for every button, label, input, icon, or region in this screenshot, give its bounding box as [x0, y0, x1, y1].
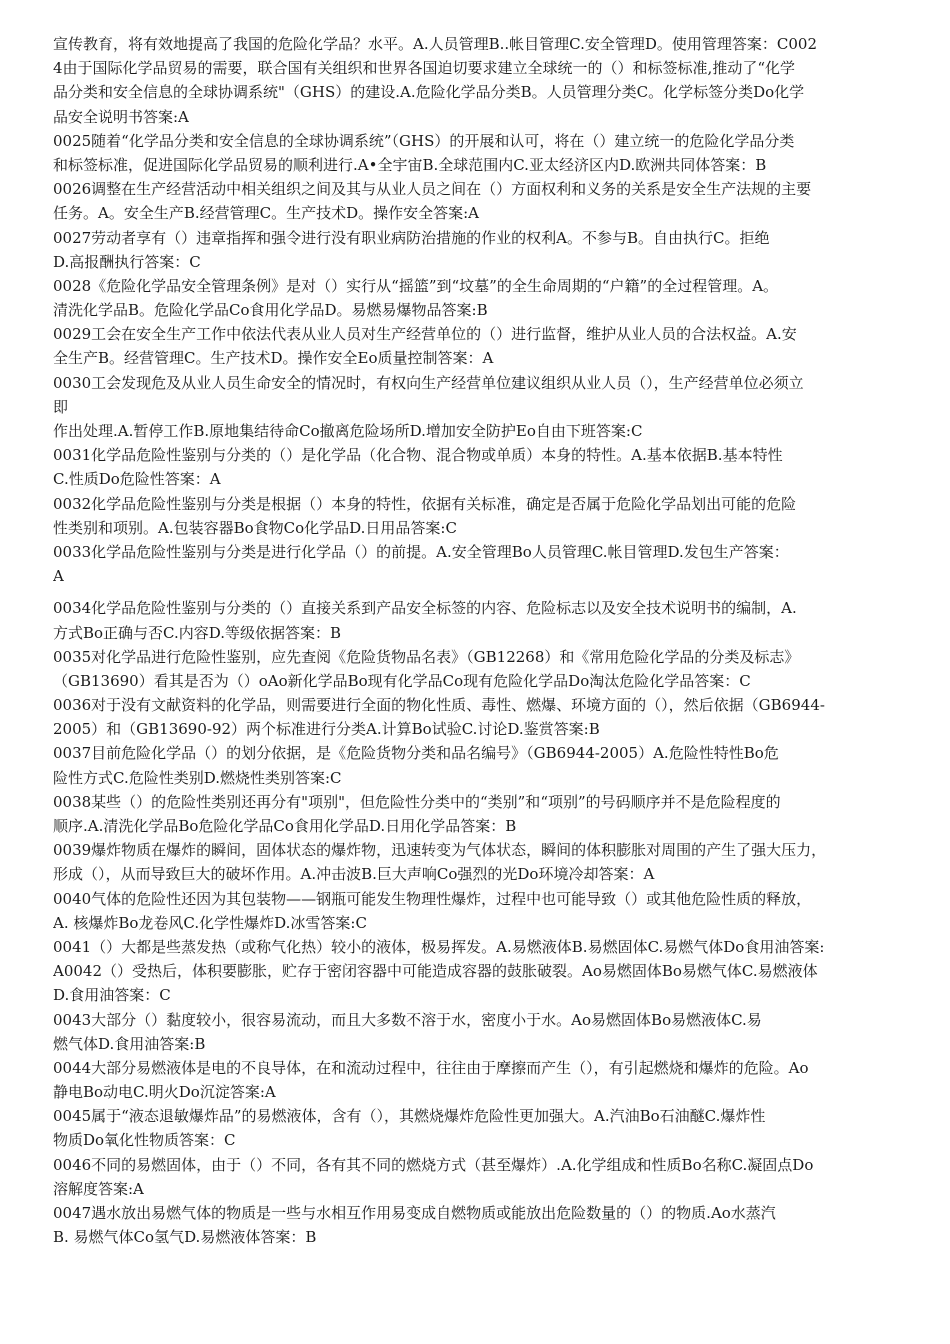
text-line: 燃气体D.食用油答案:B: [53, 1034, 206, 1053]
text-line: 0032化学品危险性鉴别与分类是根据（）本身的特性，依据有关标准，确定是否属于危险化学品划出可能的危险: [53, 494, 797, 513]
text-line: 2005）和（GB13690-92）两个标准进行分类A.计算Bo试验C.讨论D.鉴赏答案:B: [53, 720, 600, 739]
text-line: 0033化学品危险性鉴别与分类是进行化学品（）的前提。A.安全管理Bo人员管理C.帐目管理D.发包生产答案：: [53, 542, 789, 561]
text-line: （GB13690）看其是否为（）oAo新化学品Bo现有化学品Co现有危险化学品Do淘汰危险化学品答案：C: [53, 671, 751, 690]
text-line: 静电Bo动电C.明火Do沉淀答案:A: [53, 1083, 276, 1102]
text-line: 全生产B。经营管理C。生产技术D。操作安全Eo质量控制答案：A: [53, 349, 494, 368]
text-line: 0045属于“液态退敏爆炸品”的易燃液体，含有（），其燃烧爆炸危险性更加强大。A.汽油Bo石油醚C.爆炸性: [53, 1107, 766, 1126]
text-line: 顺序.A.清洗化学品Bo危险化学品Co食用化学品D.日用化学品答案：B: [53, 817, 517, 835]
text-line: 任务。A。安全生产B.经营管理C。生产技术D。操作安全答案:A: [53, 204, 480, 223]
text-line: 0027劳动者享有（）违章指挥和强令进行没有职业病防治措施的作业的权利A。不参与B。自由执行C。拒绝: [53, 228, 770, 247]
text-line: 作出处理.A.暂停工作B.原地集结待命Co撤离危险场所D.增加安全防护Eo自由下班答案:C: [53, 422, 643, 440]
text-line: 品分类和安全信息的全球协调系统"（GHS）的建设.A.危险化学品分类B。人员管理分类C。化学标签分类Do化学: [53, 83, 805, 102]
text-line: 性类别和项别。A.包装容器Bo食物Co化学品D.日用品答案:C: [53, 518, 457, 537]
text-line: 0043大部分（）黏度较小，很容易流动，而且大多数不溶于水，密度小于水。Ao易燃固体Bo易燃液体C.易: [53, 1010, 762, 1029]
text-line: 0035对化学品进行危险性鉴别，应先查阅《危险货物品名表》（GB12268）和《常用危险化学品的分类及标志》: [53, 647, 800, 666]
text-line: 0030工会发现危及从业人员生命安全的情况时，有权向生产经营单位建议组织从业人员（），生产经营单位必须立: [53, 373, 804, 392]
text-line: A0042（）受热后，体积要膨胀，贮存于密闭容器中可能造成容器的鼓胀破裂。Ao易燃固体Bo易燃气体C.易燃液体: [53, 962, 818, 981]
text-line: 0047遇水放出易燃气体的物质是一些与水相互作用易变成自燃物质或能放出危险数量的（）的物质.Ao水蒸汽: [53, 1204, 776, 1222]
text-line: 0029工会在安全生产工作中依法代表从业人员对生产经营单位的（）进行监督，维护从业人员的合法权益。A.安: [53, 325, 797, 344]
text-line: 0034化学品危险性鉴别与分类的（）直接关系到产品安全标签的内容、危险标志以及安全技术说明书的编制，A.: [53, 599, 797, 618]
text-line: C.性质Do危险性答案：A: [53, 470, 221, 489]
text-line: 即: [53, 397, 69, 416]
text-line: B. 易燃气体Co氢气D.易燃液体答案：B: [53, 1228, 317, 1247]
text-line: 0031化学品危险性鉴别与分类的（）是化学品（化合物、混合物或单质）本身的特性。A.基本依据B.基本特性: [53, 446, 783, 465]
text-line: 0025随着“化学品分类和安全信息的全球协调系统”（GHS）的开展和认可，将在（）建立统一的危险化学品分类: [53, 131, 795, 150]
text-line: 0036对于没有文献资料的化学品，则需要进行全面的物化性质、毒性、燃爆、环境方面的（），然后依据（GB6944-: [53, 696, 825, 715]
text-line: 0044大部分易燃液体是电的不良导体，在和流动过程中，往往由于摩擦而产生（），有引起燃烧和爆炸的危险。Ao: [53, 1058, 809, 1077]
text-line: 溶解度答案:A: [53, 1179, 144, 1198]
text-line: 0028《危险化学品安全管理条例》是对（）实行从“摇篮”到“坟墓”的全生命周期的“户籍”的全过程管理。A。: [53, 276, 779, 295]
text-line: 0038某些（）的危险性类别还再分有"项别"，但危险性分类中的“类别”和“项别”的号码顺序并不是危险程度的: [53, 792, 781, 811]
text-line: A: [53, 567, 64, 586]
text-line: 品安全说明书答案:A: [53, 107, 189, 126]
text-line: 0037目前危险化学品（）的划分依据，是《危险货物分类和品名编号》（GB6944-2005）A.危险性特性Bo危: [53, 744, 779, 763]
document-page: [53, 32, 925, 1249]
text-line: 清洗化学品B。危险化学品Co食用化学品D。易燃易爆物品答案:B: [53, 301, 488, 320]
text-line: 0039爆炸物质在爆炸的瞬间，固体状态的爆炸物，迅速转变为气体状态，瞬间的体积膨胀对周围的产生了强大压力，: [53, 841, 827, 860]
text-line: 0046不同的易燃固体，由于（）不同，各有其不同的燃烧方式（甚至爆炸）.A.化学组成和性质Bo名称C.凝固点Do: [53, 1155, 814, 1174]
text-line: 险性方式C.危险性类别D.燃烧性类别答案:C: [53, 768, 342, 787]
text-line: 0041（）大都是些蒸发热（或称气化热）较小的液体，极易挥发。A.易燃液体B.易燃固体C.易燃气体Do食用油答案:: [53, 937, 825, 956]
text-line: 形成（），从而导致巨大的破坏作用。A.冲击波B.巨大声响Co强烈的光Do环境冷却答案：A: [53, 865, 655, 884]
text-line: D.高报酬执行答案：C: [53, 252, 201, 271]
text-line: 方式Bo正确与否C.内容D.等级依据答案：B: [53, 623, 342, 642]
text-line: 0040气体的危险性还因为其包装物——钢瓶可能发生物理性爆炸，过程中也可能导致（）或其他危险性质的释放，: [53, 889, 812, 908]
blank-line: [53, 588, 925, 596]
text-line: 4由于国际化学品贸易的需要，联合国有关组织和世界各国迫切要求建立全球统一的（）和标签标准,推动了“化学: [53, 59, 795, 78]
text-line: A. 核爆炸Bo龙卷风C.化学性爆炸D.冰雪答案:C: [53, 913, 367, 932]
text-line: 0026调整在生产经营活动中相关组织之间及其与从业人员之间在（）方面权利和义务的关系是安全生产法规的主要: [53, 180, 812, 199]
text-line: 和标签标准，促进国际化学品贸易的顺利进行.A•全宇宙B.全球范围内C.亚太经济区内D.欧洲共同体答案：B: [53, 155, 767, 174]
text-line: 宣传教育，将有效地提高了我国的危险化学品？水平。A.人员管理B..帐目管理C.安全管理D。使用管理答案：C002: [53, 35, 818, 53]
text-line: 物质Do氧化性物质答案：C: [53, 1131, 236, 1150]
text-line: D.食用油答案：C: [53, 986, 171, 1005]
